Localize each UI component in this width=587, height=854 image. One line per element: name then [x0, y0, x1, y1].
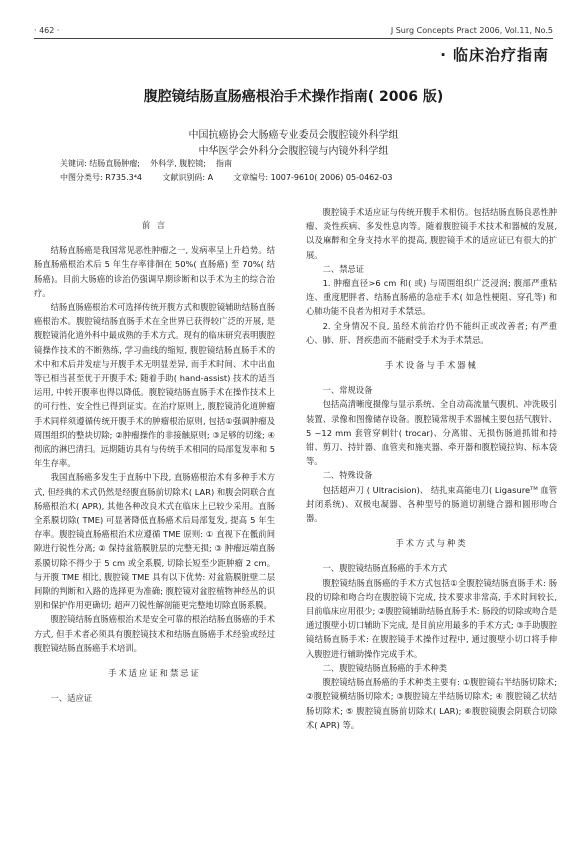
paragraph: 结肠直肠癌是我国常见恶性肿瘤之一, 发病率呈上升趋势。结肠直肠癌根治术后 5 年生存率徘徊在 50%( 直肠癌) 至 70%( 结肠癌)。目前大肠癌的诊治仍强调早期诊断和以手术为主的综合治疗。 — [34, 245, 275, 298]
subsection-heading: 一、适应证 — [50, 693, 93, 704]
section-label: 临床治疗指南 — [452, 46, 549, 64]
paragraph: 腹腔镜结肠直肠癌的手术种类主要有: ①腹腔镜右半结肠切除术; ②腹腔镜横结肠切除术; ③腹腔镜左半结肠切除术; ④ 腹腔镜乙状结肠切除术; ⑤ 腹腔镜直肠前切除术( LAR); ⑥腹腔镜腹会阴联合切除术( APR) 等。 — [306, 677, 557, 730]
paragraph: 腹腔镜结肠直肠癌根治术是安全可靠的根治结肠直肠癌的手术方式, 但手术者必须具有腹腔镜技术和结肠直肠癌手术经验或经过腹腔镜结肠直肠癌手术培训。 — [34, 614, 275, 653]
section-heading — [440, 44, 549, 65]
journal-citation: J Surg Concepts Pract 2006, Vol.11, No.5 — [390, 26, 553, 35]
section-heading: 前 言 — [141, 220, 168, 230]
paragraph: 结肠直肠癌根治术可选择传统开腹方式和腹腔镜辅助结肠直肠癌根治术。腹腔镜结肠直肠手术在全世界已获得较广泛的开展, 是腹腔镜消化道外科中最成熟的手术方式。现有的临床研究表明腹腔镜操作技术的不断熟练, 学习曲线的缩短, 腹腔镜结肠直肠手术的术中和术后并发症与开腹手术无明显差异, 而手术时间、术中出血等已相当甚至优于开腹手术; 随着手助( hand-assist) 技术的适当运用, 中转开腹率也得以降低。腹腔镜结肠直肠手术在操作技术上的可行性、安全性已得到证实。在治疗原则上, 腹腔镜消化道肿瘤手术同样须遵循传统开腹手术的肿瘤根治原则, 包括①强调肿瘤及周围组织的整块切除; ②肿瘤操作的非接触原则; ③足够的切缘; ④彻底的淋巴清扫。远期随访具有与传统手术相同的局部复发率和 5 年生存率。 — [34, 302, 275, 469]
paragraph: 腹腔镜手术适应证与传统开腹手术相仿。包括结肠直肠良恶性肿瘤、炎性疾病、多发性息肉等。随着腹腔镜手术技术和器械的发展, 以及麻醉和全身支持水平的提高, 腹腔镜手术的适应证已有很大的扩展。 — [306, 207, 557, 260]
header-divider — [34, 38, 553, 39]
subsection-heading: 二、禁忌证 — [322, 263, 365, 274]
article-title: 腹腔镜结肠直肠癌根治手术操作指南( 2006 版) — [143, 89, 444, 105]
right-column — [306, 205, 557, 732]
paragraph: 包括高清晰度摄像与显示系统、全自动高流量气腹机、冲洗吸引装置、录像和图像储存设备。腹腔镜常规手术器械主要包括气腹针、5 ~12 mm 套管穿刺针( trocar)、分离钳、无损伤肠道抓钳和持钳、剪刀、持针器、血管夹和施夹器、牵开器和腹腔镜拉钩、标本袋等。 — [306, 399, 557, 467]
author-org-2: 中华医学会外科分会腹腔镜与内镜外科学组 — [198, 146, 389, 157]
paragraph: 2. 全身情况不良, 虽经术前治疗仍不能纠正或改善者; 有严重心、肺、肝、肾疾患而不能耐受手术为手术禁忌。 — [306, 320, 557, 345]
paragraph: 1. 肿瘤直径>6 cm 和( 或) 与周围组织广泛浸润; 腹部严重粘连、重度肥胖者、结肠直肠癌的急症手术( 如急性梗阻、穿孔等) 和心肺功能不良者为相对手术禁忌。 — [306, 278, 557, 317]
author-org-1: 中国抗癌协会大肠癌专业委员会腹腔镜外科学组 — [188, 130, 399, 141]
left-column — [34, 218, 275, 706]
section-heading: 手术设备与手术器械 — [385, 360, 478, 371]
page-number: · 462 · — [34, 26, 60, 35]
subsection-heading: 一、常规设备 — [322, 385, 373, 396]
section-heading: 手术适应证和禁忌证 — [108, 668, 201, 679]
subsection-heading: 二、腹腔镜结肠直肠癌的手术种类 — [322, 662, 448, 673]
paragraph: 腹腔镜结肠直肠癌的手术方式包括①全腹腔镜结肠直肠手术: 肠段的切除和吻合均在腹腔镜下完成, 技术要求非常高, 手术时间较长, 目前临床应用很少; ②腹腔镜辅助结肠直肠手术: 肠段的切除或吻合是通过腹壁小切口辅助下完成, 是目前应用最多的手术方式; ③手助腹腔镜结肠直肠手术: 在腹腔镜手术操作过程中, 通过腹壁小切口将手伸入腹腔进行辅助操作完成手术。 — [306, 577, 557, 659]
subsection-heading: 二、特殊设备 — [322, 470, 373, 481]
section-heading: 手术方式与种类 — [395, 538, 468, 549]
paragraph: 我国直肠癌多发生于直肠中下段, 直肠癌根治术有多种手术方式, 但经典的术式仍然是经腹直肠前切除术( LAR) 和腹会阴联合直肠癌根治术( APR), 其他各种改良术式在临床上已较少采用。直肠全系膜切除( TME) 可显著降低直肠癌术后局部复发, 提高 5 年生存率。腹腔镜直肠癌根治术应遵循 TME 原则: ① 直视下在骶前间隙进行锐性分离; ② 保持盆筋膜脏层的完整无损; ③ 肿瘤远端直肠系膜切除不得少于 5 cm 或全系膜, 切除长短至少距肿瘤 2 cm。与开腹 TME 相比, 腹腔镜 TME 具有以下优势: 对盆筋膜脏壁二层间隙的判断和入路的选择更为准确; 腹腔镜对盆腔植物神经丛的识别和保护作用更确切; 超声刀锐性解剖能更完整地切除直肠系膜。 — [34, 472, 275, 611]
classification-info: 中图分类号: R735.3⁴4 文献识别码: A 文章编号: 1007-9610( 2006) 05-0462-03 — [60, 173, 393, 182]
paragraph: 包括超声刀 ( Ultracision)、 结扎束高能电刀( Ligasureᵀᴹ 血管封闭系统)、双极电凝器、各种型号的肠道切割缝合器和圆形吻合器。 — [306, 484, 557, 524]
bullet-dot: · — [440, 46, 447, 64]
keywords: 关键词: 结肠直肠肿瘤; 外科学, 腹腔镜; 指南 — [60, 159, 233, 168]
subsection-heading: 一、腹腔镜结肠直肠癌的手术方式 — [322, 563, 448, 574]
